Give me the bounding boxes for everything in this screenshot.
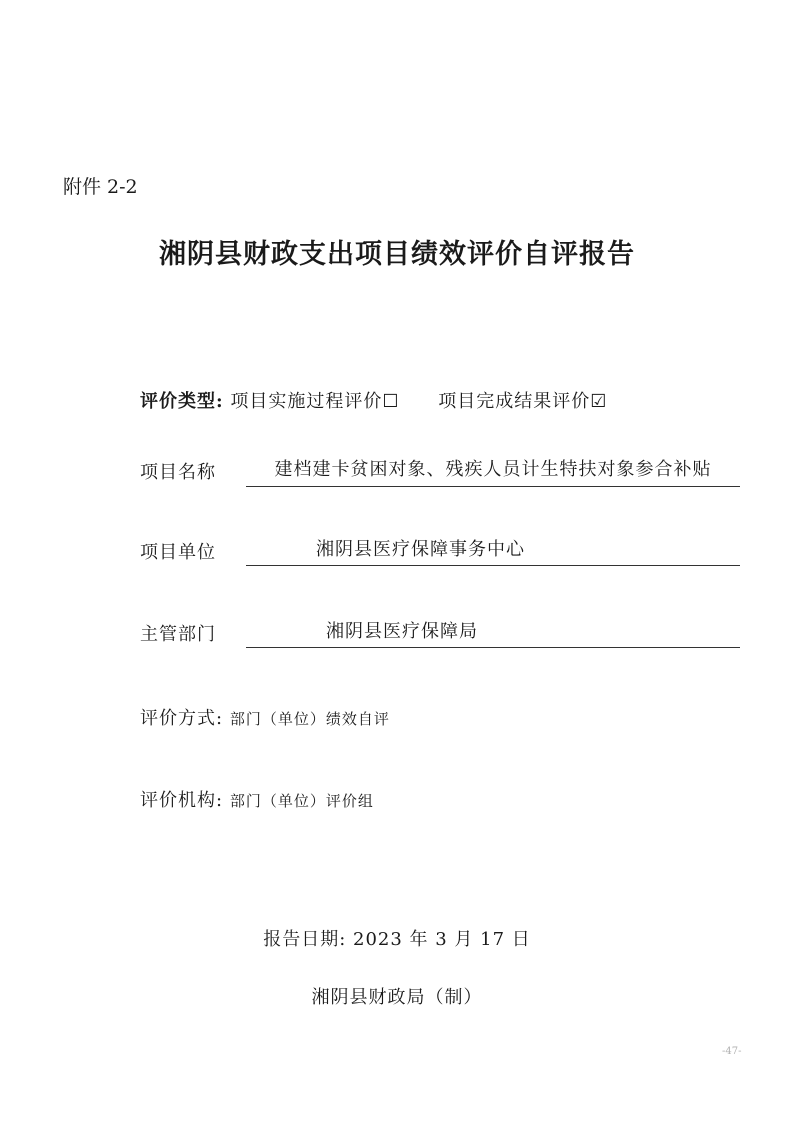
attachment-label: 附件 2-2: [63, 176, 138, 198]
project-unit-value: 湘阴县医疗保障事务中心: [246, 538, 740, 566]
competent-department-row: [140, 620, 478, 646]
document-title: 湘阴县财政支出项目绩效评价自评报告: [159, 239, 635, 270]
evaluation-organization-label: 评价机构:: [140, 790, 224, 811]
evaluation-type-row: [140, 387, 607, 413]
evaluation-method-value: 部门（单位）绩效自评: [229, 710, 390, 728]
process-evaluation-option: 项目实施过程评价☐: [230, 391, 400, 412]
project-unit-row: [140, 538, 525, 564]
project-name-row: [140, 458, 712, 484]
evaluation-type-label: 评价类型:: [140, 391, 224, 412]
evaluation-method-label: 评价方式:: [140, 708, 224, 729]
result-evaluation-option: 项目完成结果评价☑: [438, 391, 608, 412]
page-number: -47-: [722, 1046, 742, 1057]
issuer: 湘阴县财政局（制）: [311, 987, 483, 1008]
evaluation-organization-row: [140, 786, 374, 812]
project-unit-label: 项目单位: [140, 542, 216, 563]
competent-department-value: 湘阴县医疗保障局: [246, 620, 740, 648]
evaluation-organization-value: 部门（单位）评价组: [229, 792, 374, 810]
project-name-value: 建档建卡贫困对象、残疾人员计生特扶对象参合补贴: [246, 458, 740, 487]
project-name-label: 项目名称: [140, 462, 216, 483]
report-date: 报告日期: 2023 年 3 月 17 日: [263, 929, 531, 950]
competent-department-label: 主管部门: [140, 624, 216, 645]
evaluation-method-row: [140, 704, 390, 730]
